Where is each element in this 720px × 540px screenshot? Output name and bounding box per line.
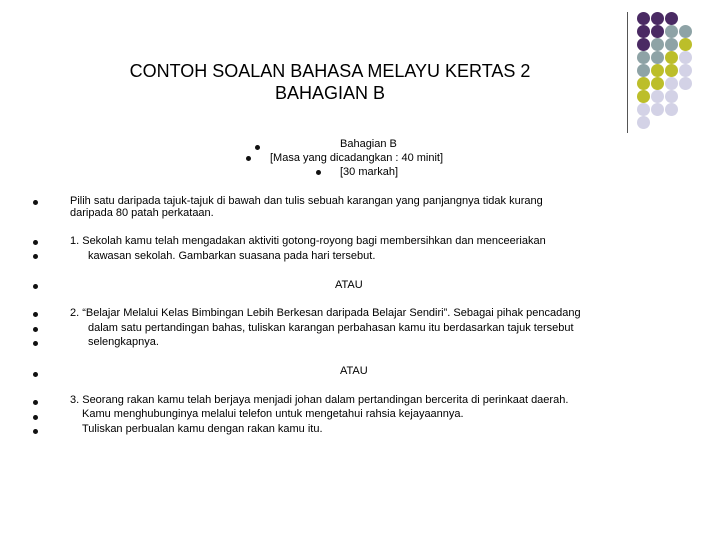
decorative-dot [637,25,650,38]
decorative-dot [637,64,650,77]
bullet-icon [33,415,38,420]
decorative-dot [665,12,678,25]
decorative-dot [637,12,650,25]
decorative-dot [679,38,692,51]
bullet-icon [255,145,260,150]
decorative-dot [651,12,664,25]
decorative-dot [637,77,650,90]
decorative-dot-grid [637,12,720,130]
section-label: Bahagian B [340,138,397,150]
time-allocation: [Masa yang dicadangkan : 40 minit] [270,152,444,164]
decorative-dot [651,103,664,116]
decorative-dot [679,77,692,90]
question-2-line-3: selengkapnya. [88,336,159,348]
decorative-dot [651,77,664,90]
marks-label: [30 markah] [340,166,399,178]
decorative-dot [637,103,650,116]
question-3-line-3: Tuliskan perbualan kamu dengan rakan kamu itu. [82,423,323,435]
decorative-dot [651,38,664,51]
decorative-dot [679,51,692,64]
question-3-line-2: Kamu menghubunginya melalui telefon untuk mengetahui rahsia kejayaannya. [82,408,464,420]
bullet-icon [33,400,38,405]
decorative-dot [637,38,650,51]
decorative-dot [665,77,678,90]
decorative-dot [637,116,650,129]
question-3-line-1: 3. Seorang rakan kamu telah berjaya menjadi johan dalam pertandingan bercerita di perinkaat daerah. [70,394,569,406]
decorative-dot [651,90,664,103]
slide-title-line-2: BAHAGIAN B [274,83,386,103]
decorative-dot [679,25,692,38]
slide-title [60,60,600,104]
decorative-divider-line [627,12,628,133]
bullet-icon [33,284,38,289]
bullet-icon [33,327,38,332]
bullet-icon [316,170,321,175]
atau-separator-1: ATAU [335,279,363,291]
decorative-dot [679,64,692,77]
decorative-dot [651,51,664,64]
bullet-icon [246,156,251,161]
decorative-dot [665,103,678,116]
instruction-line-2: daripada 80 patah perkataan. [70,207,214,219]
decorative-dot [637,90,650,103]
decorative-dot [665,25,678,38]
bullet-icon [33,200,38,205]
bullet-icon [33,429,38,434]
bullet-icon [33,372,38,377]
question-1-line-1: 1. Sekolah kamu telah mengadakan aktiviti gotong-royong bagi membersihkan dan menceeriakan [70,235,546,247]
bullet-icon [33,240,38,245]
decorative-dot [665,38,678,51]
decorative-dot [665,90,678,103]
decorative-dot [637,51,650,64]
decorative-dot [651,64,664,77]
bullet-icon [33,341,38,346]
question-2-line-2: dalam satu pertandingan bahas, tuliskan karangan perbahasan kamu itu berdasarkan tajuk tersebut [88,322,574,334]
decorative-dot [665,64,678,77]
atau-separator-2: ATAU [340,365,368,377]
bullet-icon [33,254,38,259]
decorative-dot [651,25,664,38]
question-1-line-2: kawasan sekolah. Gambarkan suasana pada hari tersebut. [88,250,376,262]
instruction-line-1: Pilih satu daripada tajuk-tajuk di bawah dan tulis sebuah karangan yang panjangnya tidak kurang [70,195,543,207]
question-2-line-1: 2. “Belajar Melalui Kelas Bimbingan Lebih Berkesan daripada Belajar Sendiri”. Sebagai pihak pencadang [70,307,581,319]
slide-title-line-1: CONTOH SOALAN BAHASA MELAYU KERTAS 2 [129,61,531,81]
bullet-icon [33,312,38,317]
decorative-dot [665,51,678,64]
